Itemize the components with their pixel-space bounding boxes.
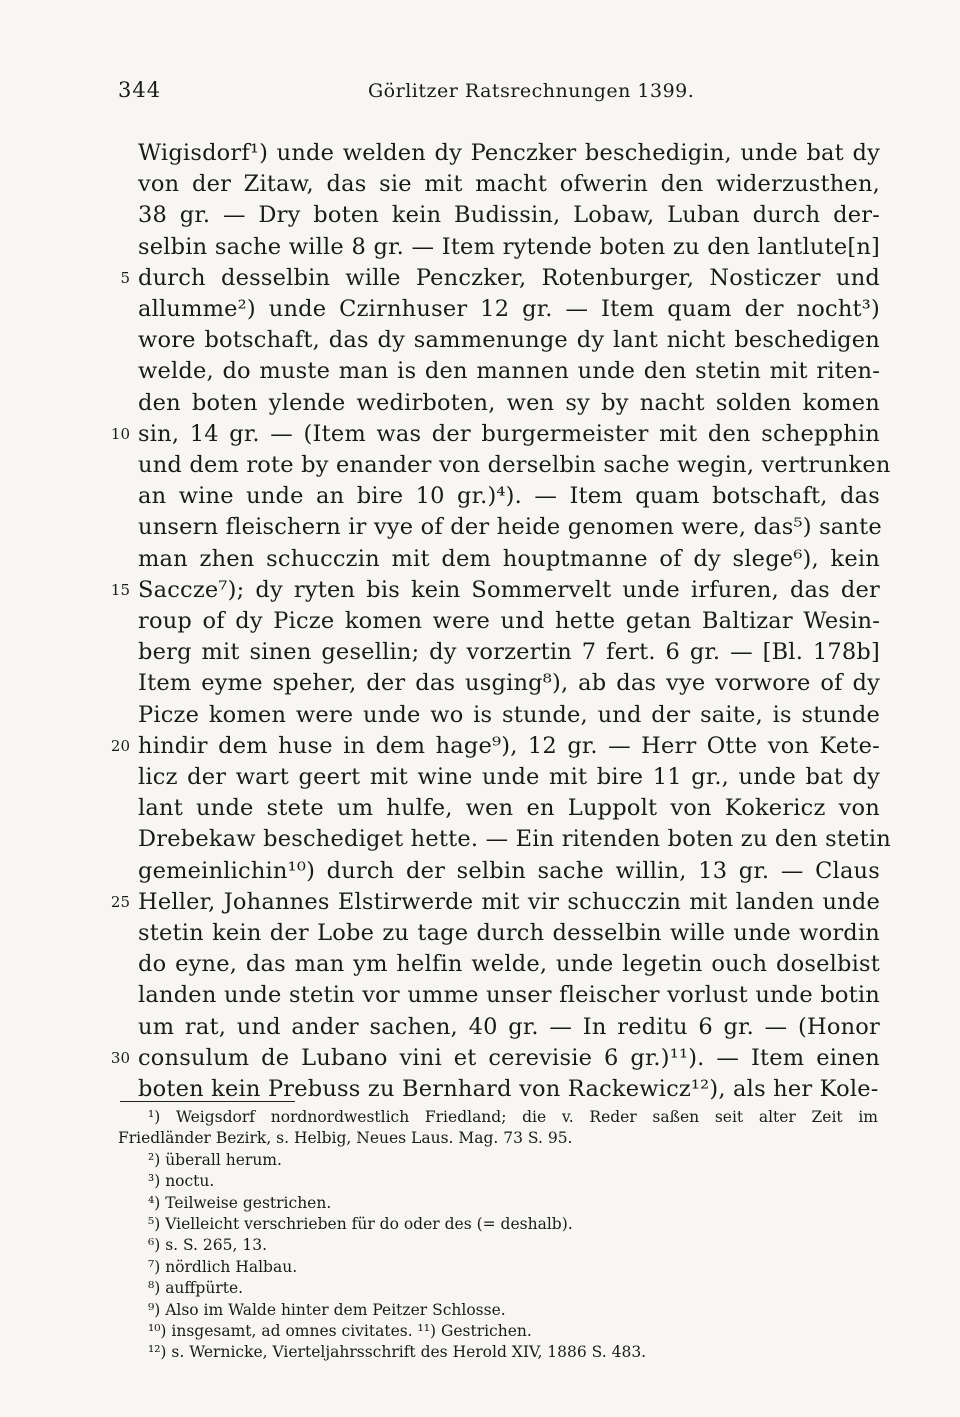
footnote: ³) noctu. — [148, 1172, 215, 1191]
line-number: 15 — [110, 580, 130, 599]
page-header — [118, 78, 878, 118]
line-number: 10 — [110, 424, 130, 443]
footnote: ⁵) Vielleicht verschrieben für do oder des (= deshalb). — [148, 1215, 573, 1233]
footnote: ¹⁰) insgesamt, ad omnes civitates. ¹¹) Gestrichen. — [148, 1322, 532, 1340]
text-line: Drebekaw beschediget hette. — Ein ritenden boten zu den stetin — [138, 826, 891, 853]
footnote: ⁴) Teilweise gestrichen. — [148, 1193, 332, 1212]
text-line: berg mit sinen gesellin; dy vorzertin 7 fert. 6 gr. — [Bl. 178b] — [138, 639, 880, 666]
line-number: 25 — [110, 892, 130, 911]
footnote: ¹²) s. Wernicke, Vierteljahrsschrift des Herold XIV, 1886 S. 483. — [148, 1343, 647, 1362]
page-number: 344 — [118, 78, 162, 102]
line-number: 30 — [110, 1048, 130, 1067]
text-line: Picze komen were unde wo is stunde, und der saite, is stunde — [138, 701, 880, 728]
text-line: roup of dy Picze komen were und hette getan Baltizar Wesin- — [138, 608, 880, 634]
text-line: selbin sache wille 8 gr. — Item rytende boten zu den lantlute[n] — [138, 233, 880, 260]
text-line: welde, do muste man is den mannen unde den stetin mit riten- — [138, 358, 880, 385]
text-line: gemeinlichin¹⁰) durch der selbin sache willin, 13 gr. — Claus — [138, 857, 880, 884]
text-line: unsern fleischern ir vye of der heide genomen were, das⁵) sante — [138, 514, 882, 541]
text-line: licz der wart geert mit wine unde mit bire 11 gr., unde bat dy — [138, 764, 880, 790]
line-number: 5 — [120, 268, 130, 287]
text-line: von der Zitaw, das sie mit macht ofwerin den widerzusthen, — [138, 171, 880, 198]
text-line: lant unde stete um hulfe, wen en Luppolt von Kokericz von — [138, 795, 880, 822]
text-line: stetin kein der Lobe zu tage durch desselbin wille unde wordin — [138, 920, 880, 946]
footnote: ⁶) s. S. 265, 13. — [148, 1236, 268, 1255]
text-line: Heller, Johannes Elstirwerde mit vir schucczin mit landen unde — [138, 888, 880, 915]
text-line: an wine unde an bire 10 gr.)⁴). — Item quam botschaft, das — [138, 483, 880, 510]
text-line: do eyne, das man ym helfin welde, unde legetin ouch doselbist — [138, 951, 880, 978]
line-number: 20 — [110, 736, 130, 755]
text-line: allumme²) unde Czirnhuser 12 gr. — Item quam der nocht³) — [138, 296, 880, 322]
text-line: Item eyme speher, der das usging⁸), ab das vye vorwore of dy — [138, 670, 880, 697]
text-line: boten kein Prebuss zu Bernhard von Rackewicz¹²), als her Kole- — [138, 1076, 879, 1102]
running-title: Görlitzer Ratsrechnungen 1399. — [368, 80, 695, 102]
footnote-divider — [120, 1101, 295, 1102]
text-line: durch desselbin wille Penczker, Rotenburger, Nosticzer und — [138, 264, 880, 291]
text-line: man zhen schucczin mit dem houptmanne of dy slege⁶), kein — [138, 545, 880, 572]
footnote: ⁷) nördlich Halbau. — [148, 1257, 298, 1276]
text-line: Wigisdorf¹) unde welden dy Penczker beschedigin, unde bat dy — [138, 140, 880, 166]
text-line: den boten ylende wedirboten, wen sy by nacht solden komen — [138, 389, 880, 416]
footnote: ⁸) auffpürte. — [148, 1279, 244, 1298]
footnote: ¹) Weigsdorf nordnordwestlich Friedland; die v. Reder saßen seit alter Zeit im — [148, 1108, 878, 1126]
text-line: landen unde stetin vor umme unser fleischer vorlust unde botin — [138, 982, 880, 1009]
text-line: wore botschaft, das dy sammenunge dy lant nicht beschedigen — [138, 327, 880, 354]
text-line: sin, 14 gr. — (Item was der burgermeister mit den schepphin — [138, 420, 880, 447]
footnote: ²) überall herum. — [148, 1150, 282, 1169]
text-line: um rat, und ander sachen, 40 gr. — In reditu 6 gr. — (Honor — [138, 1013, 880, 1040]
text-line: Saccze⁷); dy ryten bis kein Sommervelt unde irfuren, das der — [138, 576, 880, 603]
text-line: hindir dem huse in dem hage⁹), 12 gr. — Herr Otte von Kete- — [138, 732, 880, 759]
footnote: Friedländer Bezirk, s. Helbig, Neues Laus. Mag. 73 S. 95. — [118, 1129, 573, 1148]
text-line: 38 gr. — Dry boten kein Budissin, Lobaw, Luban durch der- — [138, 202, 880, 229]
text-line: consulum de Lubano vini et cerevisie 6 gr.)¹¹). — Item einen — [138, 1044, 880, 1071]
text-line: und dem rote by enander von derselbin sache wegin, vertrunken — [138, 452, 891, 478]
footnote: ⁹) Also im Walde hinter dem Peitzer Schlosse. — [148, 1300, 506, 1319]
